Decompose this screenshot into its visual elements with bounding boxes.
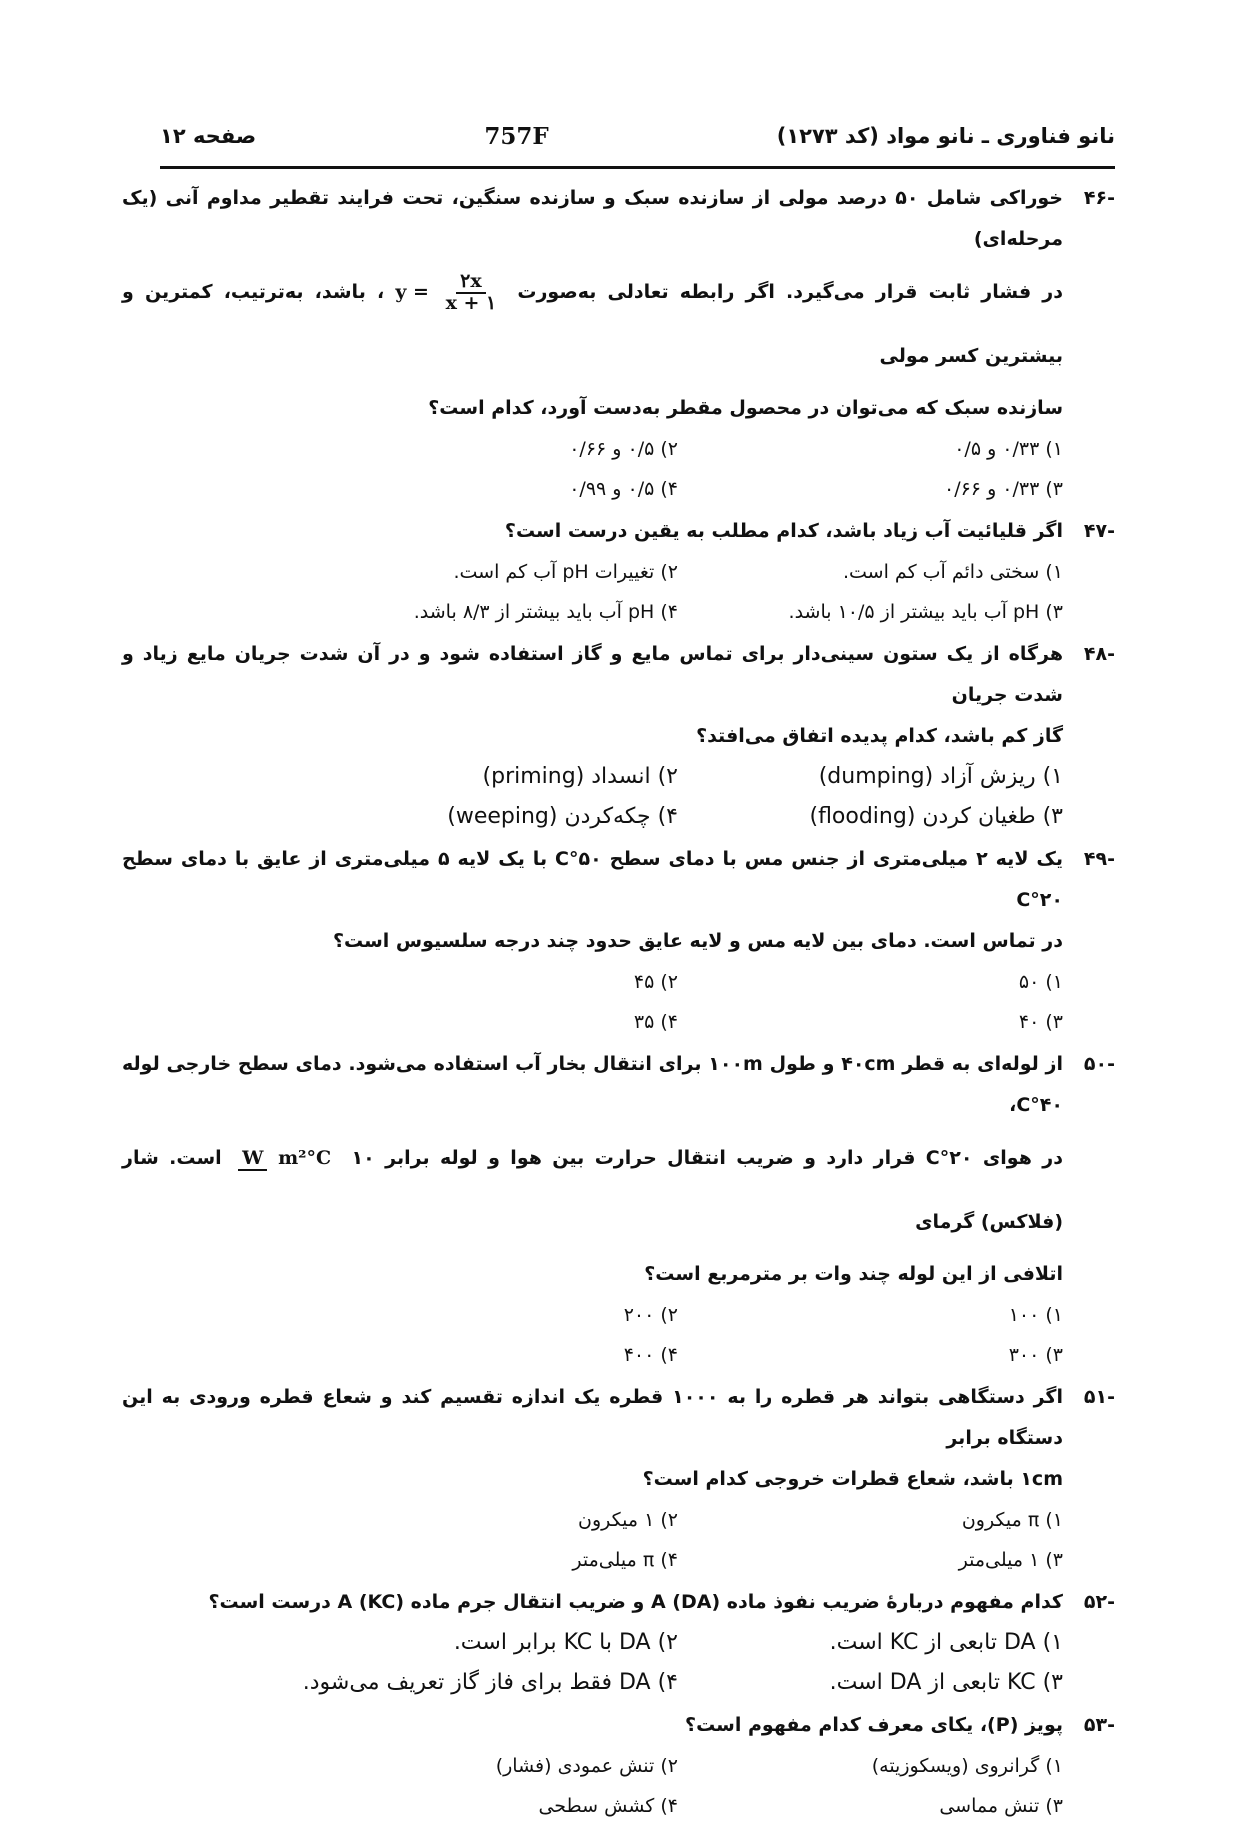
stem-text: است. شار (فلاکس) گرمای [122,1147,1063,1233]
option-2[interactable]: ۲) ۰/۵ و ۰/۶۶ [569,438,678,460]
stem-line: کدام مفهوم دربارهٔ ضریب نفوذ ماده A (DA) و ضریب انتقال جرم ماده A (KC) درست است؟ [208,1591,1063,1613]
fraction-numerator: ۲x [456,272,486,294]
option-4[interactable]: ۴) π میلی‌متر [572,1549,678,1571]
answer-options [122,429,1115,509]
option-1[interactable]: ۱) گرانروی (ویسکوزیته) [871,1755,1063,1777]
option-1[interactable]: ۱) سختی دائم آب کم است. [842,561,1063,583]
question-stem [122,178,1063,429]
question-52 [122,1582,1115,1703]
stem-line-unit [122,1126,1063,1254]
option-1[interactable]: ۱) ۵۰ [1018,971,1063,993]
unit-denominator: m²°C [278,1146,332,1169]
stem-text: در هوای ۲۰°C قرار دارد و ضریب انتقال حرارت بین هوا و لوله برابر [385,1147,1063,1169]
question-number: -۵۲ [1083,1591,1115,1613]
question-stem [122,1705,1063,1746]
answer-options [122,1623,1115,1703]
option-4[interactable]: ۴) ۰/۵ و ۰/۹۹ [569,478,678,500]
option-3[interactable]: ۳) pH آب باید بیشتر از ۱۰/۵ باشد. [788,601,1063,623]
option-2[interactable]: ۲) تنش عمودی (فشار) [495,1755,678,1777]
option-3[interactable]: ۳) KC تابعی از DA است. [829,1670,1063,1695]
exam-title: نانو فناوری ـ نانو مواد (کد ۱۲۷۳) [776,124,1115,148]
questions-list [122,178,1115,1828]
option-3[interactable]: ۳) ۱ میلی‌متر [958,1549,1063,1571]
answer-options [122,757,1115,837]
option-4[interactable]: ۴) ۳۵ [633,1011,678,1033]
stem-line: از لوله‌ای به قطر ۴۰cm و طول ۱۰۰m برای انتقال بخار آب استفاده می‌شود. دمای سطح خارجی لوله ۴۰°C، [122,1053,1064,1116]
option-4[interactable]: ۴) pH آب باید بیشتر از ۸/۳ باشد. [413,601,678,623]
question-stem [122,1377,1063,1500]
option-4[interactable]: ۴) کشش سطحی [538,1795,678,1817]
option-3[interactable]: ۳) تنش مماسی [939,1795,1063,1817]
option-2[interactable]: ۲) تغییرات pH آب کم است. [453,561,678,583]
option-2[interactable]: ۲) انسداد (priming) [482,764,678,789]
option-4[interactable]: ۴) DA فقط برای فاز گاز تعریف می‌شود. [302,1670,678,1695]
answer-options [122,1746,1115,1826]
option-2[interactable]: ۲) ۱ میکرون [578,1509,678,1531]
page-header [160,116,1115,156]
equilibrium-equation [395,260,506,324]
question-stem [122,1044,1063,1295]
option-3[interactable]: ۳) ۰/۳۳ و ۰/۶۶ [944,478,1063,500]
unit-numerator: W [238,1147,267,1171]
booklet-code: 757F [484,122,549,150]
stem-line: اگر دستگاهی بتواند هر قطره را به ۱۰۰۰ قطره یک اندازه تقسیم کند و شعاع قطره ورودی به این دستگاه برابر [122,1386,1063,1449]
stem-line-equation [122,260,1063,388]
question-51 [122,1377,1115,1580]
question-number: -۵۱ [1083,1386,1115,1408]
page-number: صفحه ۱۲ [160,124,257,148]
question-number: -۴۸ [1083,643,1115,665]
question-number: -۵۰ [1083,1053,1115,1075]
stem-line: پویز (P)، یکای معرف کدام مفهوم است؟ [685,1714,1063,1736]
stem-line: ۱cm باشد، شعاع قطرات خروجی کدام است؟ [642,1468,1063,1490]
option-1[interactable]: ۱) ۰/۳۳ و ۰/۵ [954,438,1063,460]
option-1[interactable]: ۱) ۱۰۰ [1008,1304,1063,1326]
option-4[interactable]: ۴) چکه‌کردن (weeping) [447,804,678,829]
stem-text: ، باشد، به‌ترتیب، کمترین و بیشترین کسر مولی [122,281,1063,367]
answer-options [122,1500,1115,1580]
question-number: -۴۷ [1083,520,1115,542]
fraction-denominator: x + ۱ [445,292,497,314]
question-49 [122,839,1115,1042]
question-stem [122,511,1063,552]
option-3[interactable]: ۳) ۳۰۰ [1008,1344,1063,1366]
question-number: -۴۶ [1083,187,1115,209]
stem-line: اگر قلیائیت آب زیاد باشد، کدام مطلب به یقین درست است؟ [504,520,1063,542]
stem-line: گاز کم باشد، کدام پدیده اتفاق می‌افتد؟ [696,725,1063,747]
coefficient-value: ۱۰ [351,1147,375,1169]
question-stem [122,634,1063,757]
option-1[interactable]: ۱) DA تابعی از KC است. [829,1630,1063,1655]
answer-options [122,552,1115,632]
option-3[interactable]: ۳) ۴۰ [1018,1011,1063,1033]
stem-line: خوراکی شامل ۵۰ درصد مولی از سازنده سبک و سازنده سنگین، تحت فرایند تقطیر مداوم آنی (یک مرحله‌ای) [122,187,1063,250]
question-stem [122,839,1063,962]
option-2[interactable]: ۲) ۲۰۰ [623,1304,678,1326]
stem-line: یک لایه ۲ میلی‌متری از جنس مس با دمای سطح ۵۰°C با یک لایه ۵ میلی‌متری از عایق با دمای سطح ۲۰°C [122,848,1064,911]
stem-line: اتلافی از این لوله چند وات بر مترمربع است؟ [644,1263,1063,1285]
header-divider [160,166,1115,169]
answer-options [122,962,1115,1042]
stem-line: هرگاه از یک ستون سینی‌دار برای تماس مایع و گاز استفاده شود و در آن شدت جریان مایع زیاد و شدت جریان [122,643,1063,706]
unit-fraction [238,1146,335,1169]
stem-line: سازنده سبک که می‌توان در محصول مقطر به‌دست آورد، کدام است؟ [428,397,1063,419]
equation-fraction [442,272,501,314]
stem-text: در فشار ثابت قرار می‌گیرد. اگر رابطه تعادلی به‌صورت [517,281,1063,303]
option-2[interactable]: ۲) DA با KC برابر است. [453,1630,678,1655]
option-1[interactable]: ۱) ریزش آزاد (dumping) [818,764,1063,789]
question-stem [122,1582,1063,1623]
question-50 [122,1044,1115,1375]
equation-lhs: y = [395,281,429,303]
option-3[interactable]: ۳) طغیان کردن (flooding) [809,804,1063,829]
option-4[interactable]: ۴) ۴۰۰ [623,1344,678,1366]
option-2[interactable]: ۲) ۴۵ [633,971,678,993]
question-53 [122,1705,1115,1826]
answer-options [122,1295,1115,1375]
question-47 [122,511,1115,632]
question-number: -۴۹ [1083,848,1115,870]
question-number: -۵۳ [1083,1714,1115,1736]
option-1[interactable]: ۱) π میکرون [961,1509,1063,1531]
question-48 [122,634,1115,837]
stem-line: در تماس است. دمای بین لایه مس و لایه عایق حدود چند درجه سلسیوس است؟ [332,930,1063,952]
question-46 [122,178,1115,509]
